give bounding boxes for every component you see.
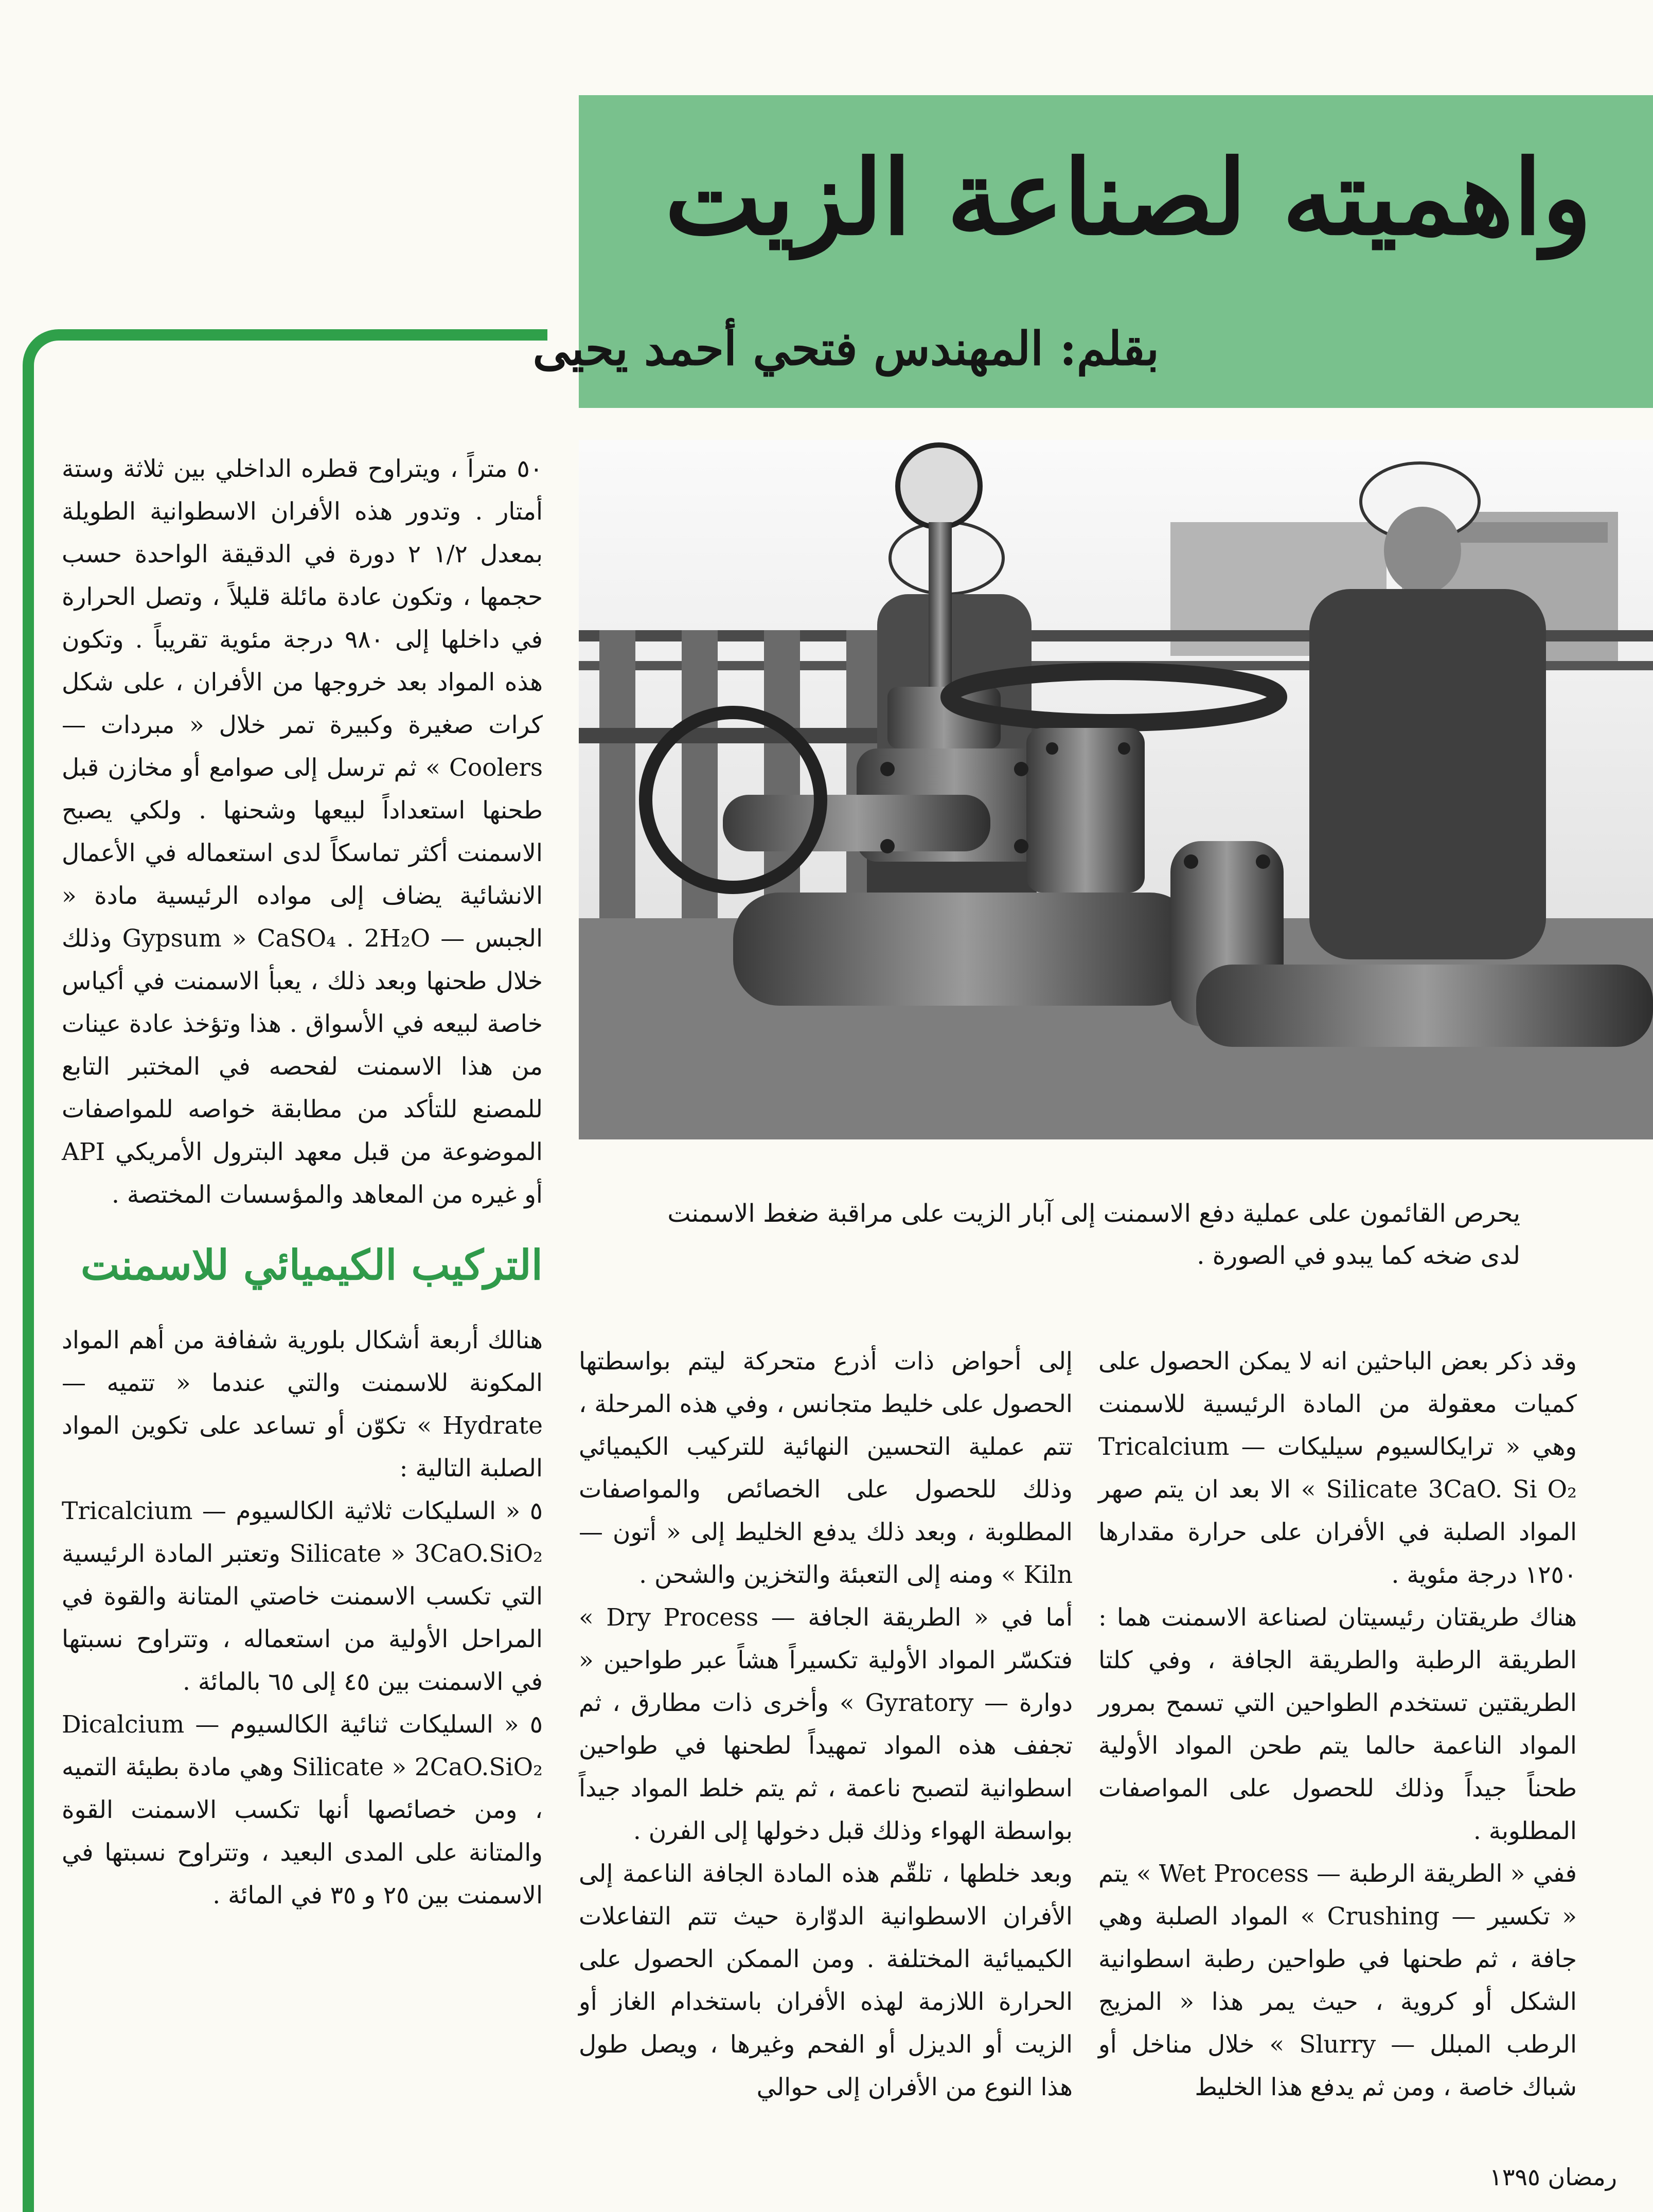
left-column [62, 448, 543, 1917]
right-paragraph-3: ففي « الطريقة الرطبة — Wet Process » يتم « تكسير — Crushing » المواد الصلبة وهي جافة ، ثم طحنها في طواحين رطبة اسطوانية الشكل أو كروية ، حيث يمر هذا « المزيج الرطب المبلل — Slurry » خلال مناخل أو شباك خاصة ، ومن ثم يدفع هذا الخليط [1098, 1860, 1577, 2101]
left-paragraph-1: ٥٠ متراً ، ويتراوح قطره الداخلي بين ثلاثة وستة أمتار . وتدور هذه الأفران الاسطوانية الطويلة بمعدل ١/٢ ٢ دورة في الدقيقة الواحدة حسب حجمها ، وتكون عادة مائلة قليلاً ، وتصل الحرارة في داخلها إلى ٩٨٠ درجة مئوية تقريباً . وتكون هذه المواد بعد خروجها من الأفران ، على شكل كرات صغيرة وكبيرة تمر خلال « مبردات — Coolers » ثم ترسل إلى صوامع أو مخازن قبل طحنها استعداداً لبيعها وشحنها . ولكي يصبح الاسمنت أكثر تماسكاً لدى استعماله في الأعمال الانشائية يضاف إلى مواده الرئيسية مادة « الجبس — Gypsum » CaSO₄ . 2H₂O وذلك خلال طحنها وبعد ذلك ، يعبأ الاسمنت في أكياس خاصة لبيعه في الأسواق . هذا وتؤخذ عادة عينات من هذا الاسمنت لفحصه في المختبر التابع للمصنع للتأكد من مطابقة خواصه للمواصفات الموضوعة من قبل معهد البترول الأمريكي API أو غيره من المعاهد والمؤسسات المختصة . [62, 455, 543, 1209]
title-band [532, 95, 1653, 408]
middle-column [579, 1340, 1073, 2109]
middle-paragraph-2: أما في « الطريقة الجافة — Dry Process » فتكسّر المواد الأولية تكسيراً هشاً عبر طواحين « دوارة — Gyratory » وأخرى ذات مطارق ، ثم تجفف هذه المواد تمهيداً لطحنها في طواحين اسطوانية لتصبح ناعمة ، ثم يتم خلط المواد جيداً بواسطة الهواء وذلك قبل دخولها إلى الفرن . [579, 1603, 1073, 1845]
left-paragraph-2: هنالك أربعة أشكال بلورية شفافة من أهم المواد المكونة للاسمنت والتي عندما « تتميه — Hydrate » تكوّن أو تساعد على تكوين المواد الصلبة التالية : [62, 1326, 543, 1483]
section-heading: التركيب الكيميائي للاسمنت [80, 1241, 543, 1289]
page-folio: رمضان ١٣٩٥ [1489, 2163, 1617, 2191]
middle-paragraph-1: إلى أحواض ذات أذرع متحركة ليتم بواسطتها الحصول على خليط متجانس ، وفي هذه المرحلة ، تتم عملية التحسين النهائية للتركيب الكيميائي وذلك للحصول على الخصائص والمواصفات المطلوبة ، وبعد ذلك يدفع الخليط إلى « أتون — Kiln » ومنه إلى التعبئة والتخزين والشحن . [579, 1347, 1073, 1589]
right-column [1098, 1340, 1577, 2109]
right-paragraph-1: وقد ذكر بعض الباحثين انه لا يمكن الحصول على كميات معقولة من المادة الرئيسية للاسمنت وهي « ترايكالسيوم سيليكات — Tricalcium Silicate 3CaO. Si O₂ » الا بعد ان يتم صهر المواد الصلبة في الأفران على حرارة مقدارها ١٢٥٠ درجة مئوية . [1098, 1347, 1577, 1589]
oilfield-workers-photo [579, 440, 1653, 1139]
right-paragraph-2: هناك طريقتان رئيسيتان لصناعة الاسمنت هما : الطريقة الرطبة والطريقة الجافة ، وفي كلتا الطريقتين تستخدم الطواحين التي تسمح بمرور المواد الناعمة حالما يتم طحن المواد الأولية طحناً جيداً وذلك للحصول على المواصفات المطلوبة . [1098, 1603, 1577, 1845]
author-byline: بقلم: المهندس فتحي أحمد يحيى [532, 322, 1159, 376]
article-title: واهميته لصناعة الزيت [665, 137, 1592, 258]
left-paragraph-4: ٥ « السليكات ثنائية الكالسيوم — Dicalcium Silicate » 2CaO.SiO₂ وهي مادة بطيئة التميه ، ومن خصائصها أنها تكسب الاسمنت القوة والمتانة على المدى البعيد ، وتتراوح نسبتها في الاسمنت بين ٢٥ و ٣٥ في المائة . [62, 1710, 543, 1910]
left-paragraph-3: ٥ « السليكات ثلاثية الكالسيوم — Tricalcium Silicate » 3CaO.SiO₂ وتعتبر المادة الرئيسية التي تكسب الاسمنت خاصتي المتانة والقوة في المراحل الأولية من استعماله ، وتتراوح نسبتها في الاسمنت بين ٤٥ إلى ٦٥ بالمائة . [62, 1497, 543, 1696]
photo-caption: يحرص القائمون على عملية دفع الاسمنت إلى آبار الزيت على مراقبة ضغط الاسمنت لدى ضخه كما يبدو في الصورة . [667, 1199, 1520, 1270]
middle-paragraph-3: وبعد خلطها ، تلقّم هذه المادة الجافة الناعمة إلى الأفران الاسطوانية الدوّارة حيث تتم التفاعلات الكيميائية المختلفة . ومن الممكن الحصول على الحرارة اللازمة لهذه الأفران باستخدام الغاز أو الزيت أو الديزل أو الفحم وغيرها ، ويصل طول هذا النوع من الأفران إلى حوالي [579, 1860, 1073, 2101]
